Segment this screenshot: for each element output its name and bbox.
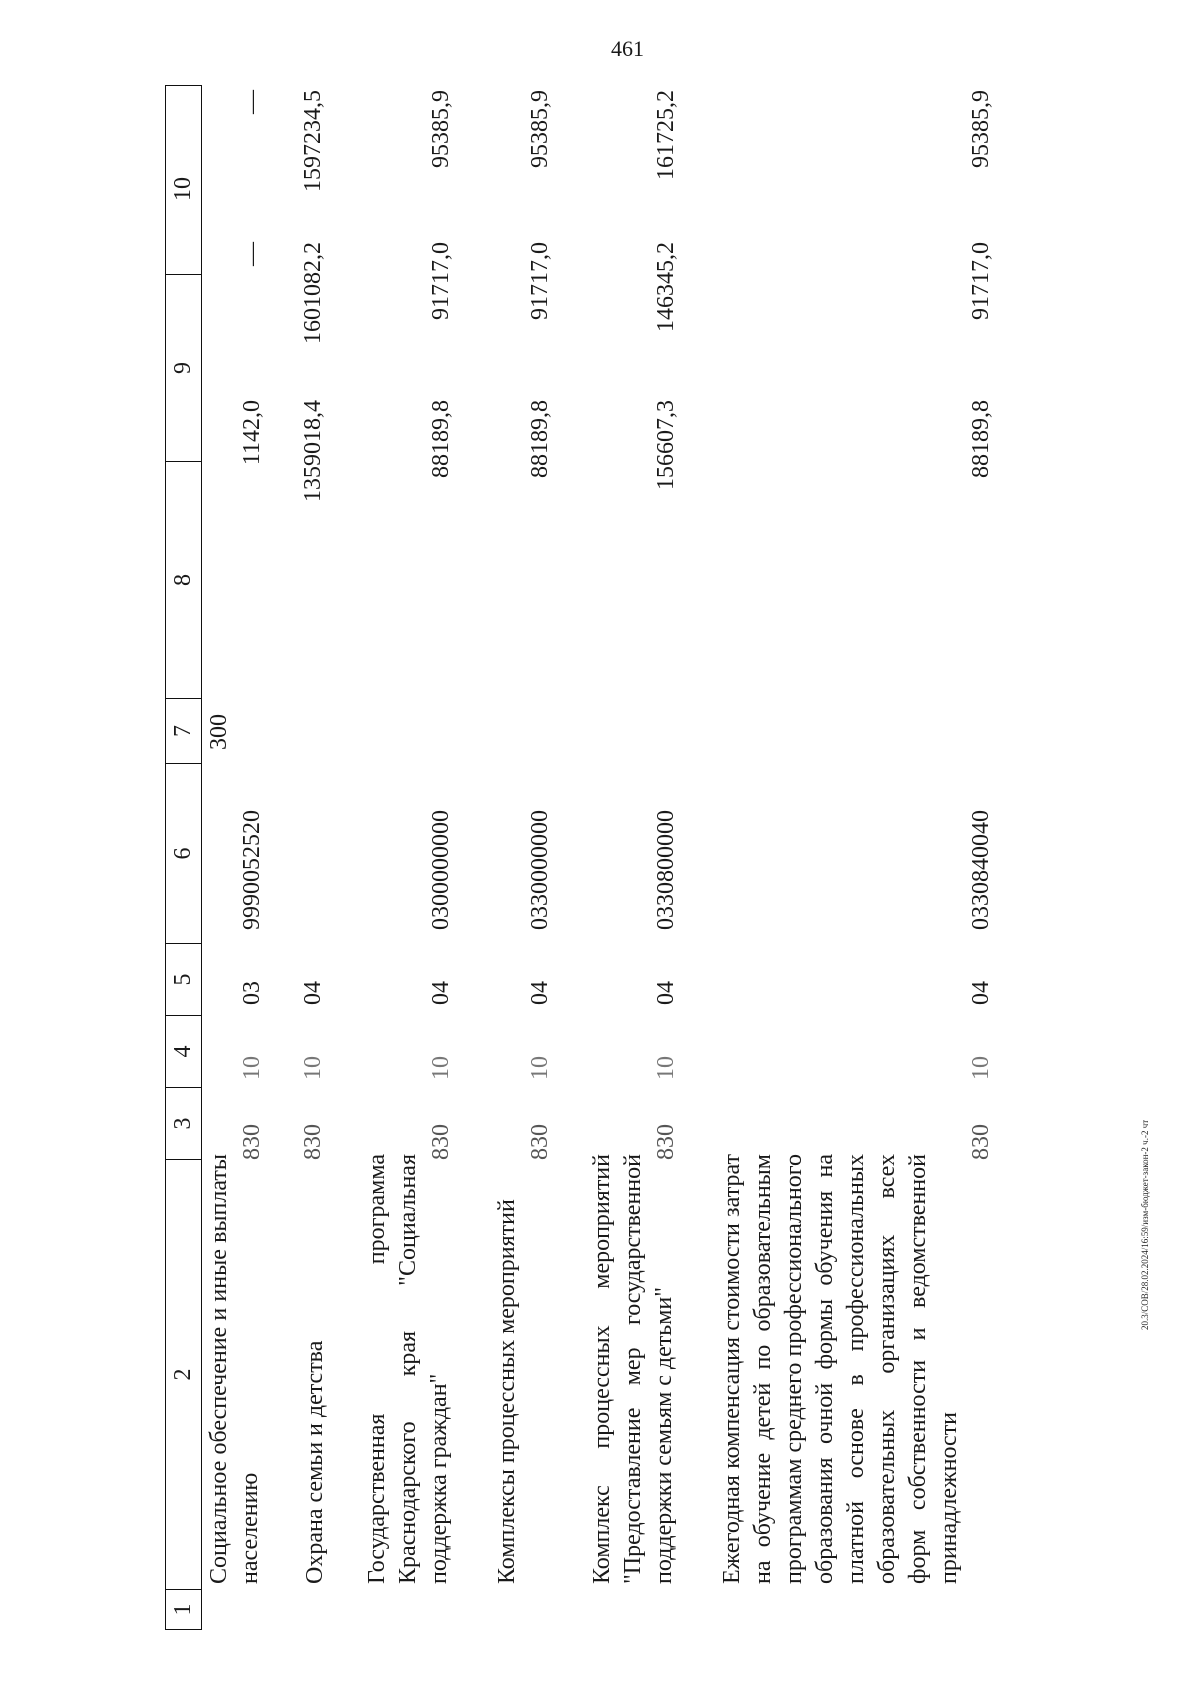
cell-c9: 146345,2: [653, 242, 679, 332]
cell-c5: 04: [300, 981, 326, 1005]
cell-c6: 0300000000: [428, 810, 454, 930]
cell-c9: 91717,0: [968, 242, 994, 320]
cell-c4: 10: [239, 1056, 265, 1080]
cell-c10: 161725,2: [653, 90, 679, 180]
header-col-4: 4: [166, 1015, 201, 1087]
budget-table: [165, 85, 1065, 1630]
cell-c7: 300: [206, 714, 232, 750]
header-col-6: 6: [166, 763, 201, 943]
cell-c8: 88189,8: [968, 400, 994, 478]
row-name: Комплексы процессных мероприятий: [494, 1199, 520, 1584]
cell-c5: 04: [968, 981, 994, 1005]
header-col-2: 2: [166, 1159, 201, 1589]
cell-c8: 88189,8: [428, 400, 454, 478]
cell-c10: 95385,9: [527, 90, 553, 168]
header-col-3: 3: [166, 1087, 201, 1159]
table-header: [165, 85, 202, 1630]
header-col-9: 9: [166, 274, 201, 461]
cell-c9: —: [239, 242, 265, 266]
cell-c5: 04: [527, 981, 553, 1005]
cell-c10: 95385,9: [428, 90, 454, 168]
cell-c8: 88189,8: [527, 400, 553, 478]
header-col-5: 5: [166, 943, 201, 1015]
page-number: 461: [611, 36, 644, 61]
cell-c8: 1359018,4: [300, 400, 326, 502]
cell-c10: —: [239, 90, 265, 114]
cell-c8: 1142,0: [239, 400, 265, 466]
row-name: Государственная программа Краснодарского края "Социальная поддержка граждан": [364, 1154, 452, 1584]
cell-c6: 9990052520: [239, 810, 265, 930]
cell-c4: 10: [653, 1056, 679, 1080]
cell-c6: 0330800000: [653, 810, 679, 930]
cell-c9: 91717,0: [527, 242, 553, 320]
cell-c6: 0330000000: [527, 810, 553, 930]
cell-c5: 04: [653, 981, 679, 1005]
cell-c3: 830: [968, 1124, 994, 1160]
cell-c3: 830: [300, 1124, 326, 1160]
cell-c3: 830: [527, 1124, 553, 1160]
cell-c4: 10: [968, 1056, 994, 1080]
cell-c10: 95385,9: [968, 90, 994, 168]
cell-c3: 830: [239, 1124, 265, 1160]
header-col-7: 7: [166, 698, 201, 763]
row-name: Комплекс процессных мероприятий "Предоставление мер государственной поддержки семьям с детьми": [589, 1154, 677, 1584]
cell-c4: 10: [428, 1056, 454, 1080]
header-col-1: 1: [166, 1589, 201, 1629]
row-name: Охрана семьи и детства: [302, 1340, 328, 1584]
header-col-8: 8: [166, 461, 201, 698]
cell-c6: 0330840040: [968, 810, 994, 930]
cell-c8: 156607,3: [653, 400, 679, 490]
cell-c3: 830: [428, 1124, 454, 1160]
cell-c9: 1601082,2: [300, 242, 326, 344]
row-name: Ежегодная компенсация стоимости затрат на обучение детей по образовательным программам среднего профессионального образования очной формы обучения на платной основе в профессиональных образовательных организациях всех форм собственности и ведомственной принадлежности: [719, 1154, 962, 1584]
cell-c9: 91717,0: [428, 242, 454, 320]
cell-c10: 1597234,5: [300, 90, 326, 192]
cell-c4: 10: [527, 1056, 553, 1080]
header-col-10: 10: [170, 177, 196, 201]
cell-c5: 03: [239, 981, 265, 1005]
cell-c4: 10: [300, 1056, 326, 1080]
cell-c5: 04: [428, 981, 454, 1005]
footer-note: 20.3/СОВ/28.02.2024/16:59/изм-бюджет-закон-2 ч.-2 чт: [1140, 1119, 1150, 1330]
row-name: Социальное обеспечение и иные выплаты населению: [206, 1154, 263, 1584]
cell-c3: 830: [653, 1124, 679, 1160]
